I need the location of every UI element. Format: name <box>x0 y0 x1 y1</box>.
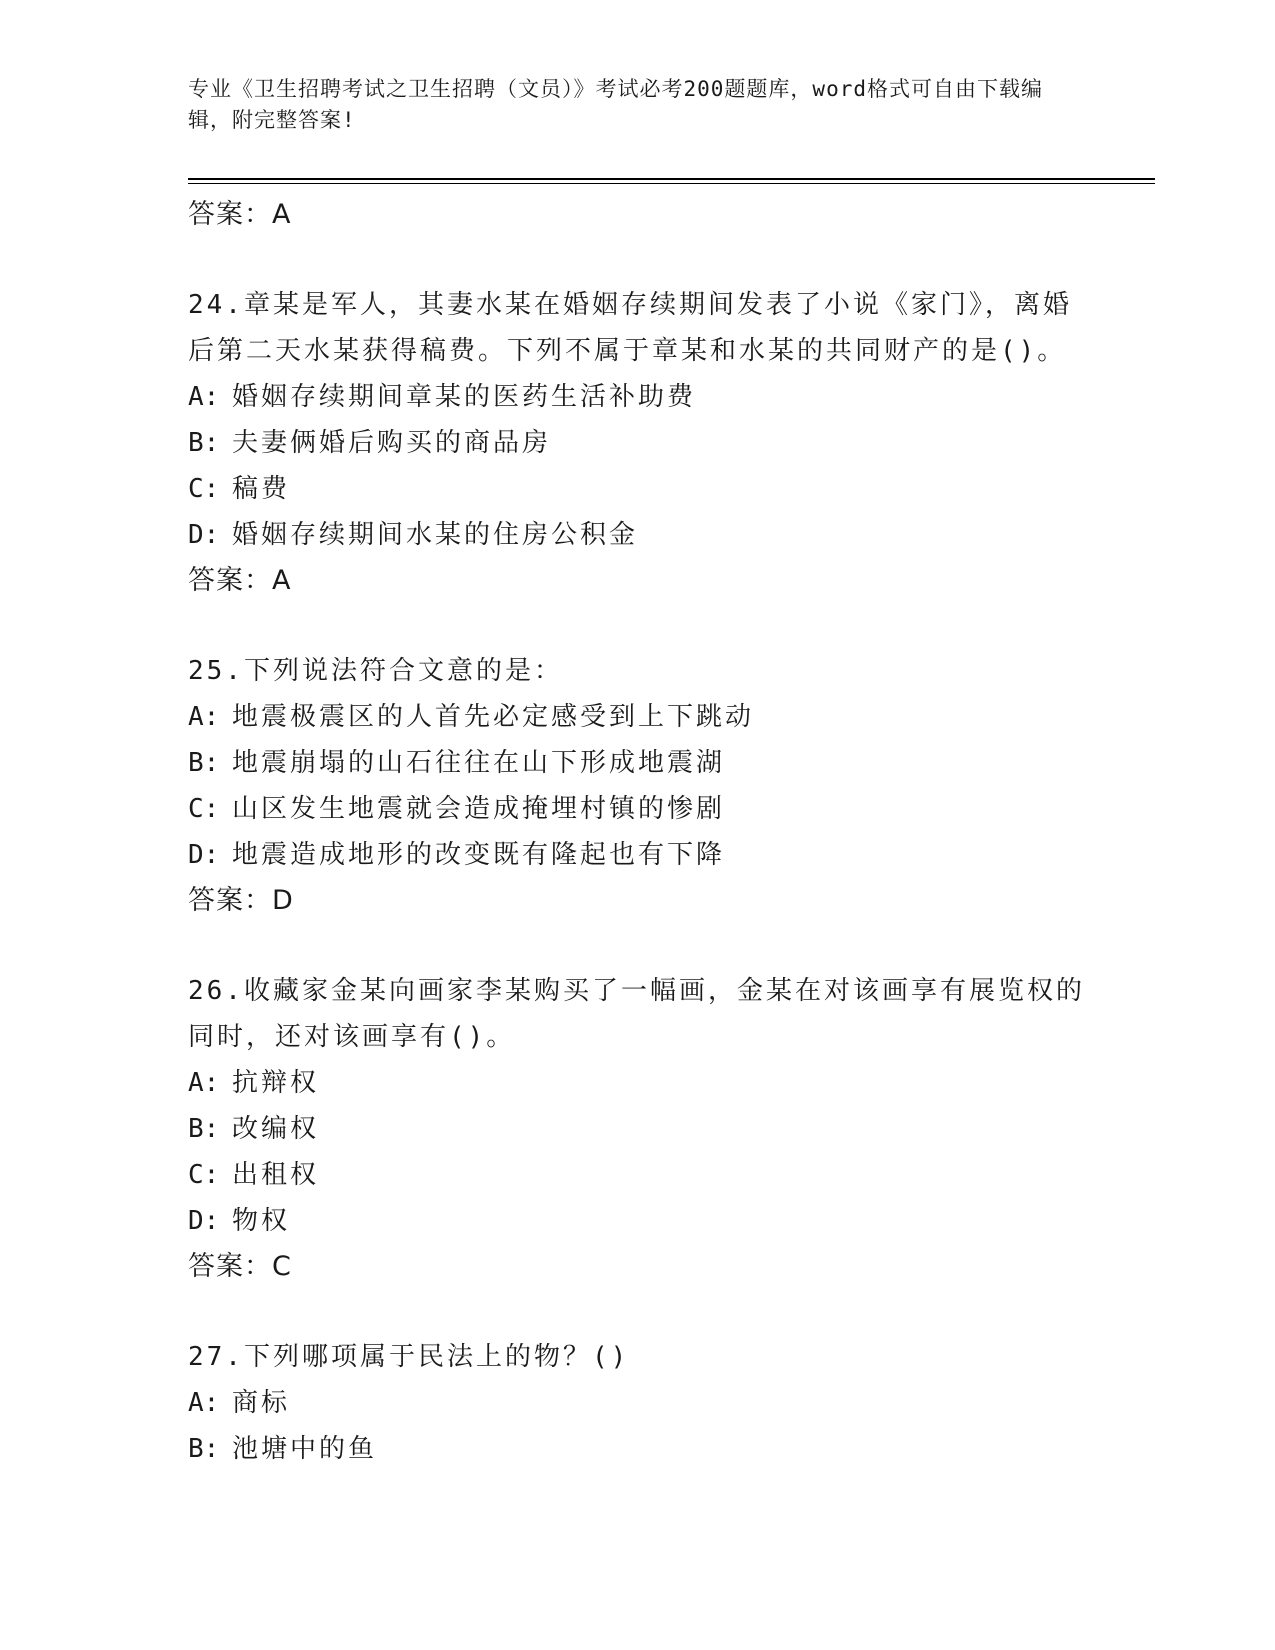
option-text: 地震崩塌的山石往往在山下形成地震湖 <box>232 748 726 778</box>
question-list <box>188 192 1088 1472</box>
question-stem: 24.章某是军人，其妻水某在婚姻存续期间发表了小说《家门》，离婚后第二天水某获得稿费。下列不属于章某和水某的共同财产的是()。 <box>188 290 1072 366</box>
option-d <box>188 832 1088 878</box>
option-text: 池塘中的鱼 <box>232 1434 378 1464</box>
document-header: 专业《卫生招聘考试之卫生招聘（文员）》考试必考200题题库，word格式可自由下载编辑，附完整答案! <box>188 77 1043 132</box>
question-25 <box>188 648 1088 924</box>
option-key: B: <box>188 748 220 778</box>
option-b <box>188 1426 1088 1472</box>
option-key: B: <box>188 1114 220 1144</box>
question-26 <box>188 968 1088 1290</box>
option-key: D: <box>188 1206 220 1236</box>
option-text: 婚姻存续期间章某的医药生活补助费 <box>232 382 697 412</box>
option-key: B: <box>188 1434 220 1464</box>
answer-line: 答案：D <box>188 885 294 916</box>
option-text: 出租权 <box>232 1160 320 1190</box>
option-text: 山区发生地震就会造成掩埋村镇的惨剧 <box>232 794 726 824</box>
option-d <box>188 1198 1088 1244</box>
answer-line: 答案：C <box>188 1251 292 1282</box>
option-key: C: <box>188 794 220 824</box>
option-key: D: <box>188 840 220 870</box>
option-b <box>188 1106 1088 1152</box>
option-a <box>188 1060 1088 1106</box>
option-text: 夫妻俩婚后购买的商品房 <box>232 428 552 458</box>
answer-line: 答案：A <box>188 565 292 596</box>
header-divider-thin <box>188 183 1155 184</box>
option-c <box>188 786 1088 832</box>
option-text: 婚姻存续期间水某的住房公积金 <box>232 520 639 550</box>
option-key: A: <box>188 382 220 412</box>
option-key: A: <box>188 1068 220 1098</box>
option-text: 商标 <box>232 1388 291 1418</box>
option-c <box>188 466 1088 512</box>
option-key: A: <box>188 1388 220 1418</box>
option-key: B: <box>188 428 220 458</box>
option-text: 地震造成地形的改变既有隆起也有下降 <box>232 840 726 870</box>
option-d <box>188 512 1088 558</box>
option-c <box>188 1152 1088 1198</box>
option-a <box>188 694 1088 740</box>
question-stem: 25.下列说法符合文意的是： <box>188 656 563 686</box>
option-text: 物权 <box>232 1206 291 1236</box>
option-a <box>188 1380 1088 1426</box>
option-a <box>188 374 1088 420</box>
option-text: 地震极震区的人首先必定感受到上下跳动 <box>232 702 755 732</box>
option-key: D: <box>188 520 220 550</box>
question-stem: 26.收藏家金某向画家李某购买了一幅画，金某在对该画享有展览权的同时，还对该画享有()。 <box>188 976 1085 1052</box>
option-text: 改编权 <box>232 1114 320 1144</box>
question-27 <box>188 1334 1088 1472</box>
answer-line: 答案：A <box>188 199 292 230</box>
option-key: A: <box>188 702 220 732</box>
question-24 <box>188 282 1088 604</box>
option-text: 抗辩权 <box>232 1068 320 1098</box>
question-stem: 27.下列哪项属于民法上的物？() <box>188 1342 630 1372</box>
option-b <box>188 740 1088 786</box>
option-key: C: <box>188 1160 220 1190</box>
option-b <box>188 420 1088 466</box>
option-key: C: <box>188 474 220 504</box>
option-text: 稿费 <box>232 474 291 504</box>
header-divider-thick <box>188 178 1155 180</box>
